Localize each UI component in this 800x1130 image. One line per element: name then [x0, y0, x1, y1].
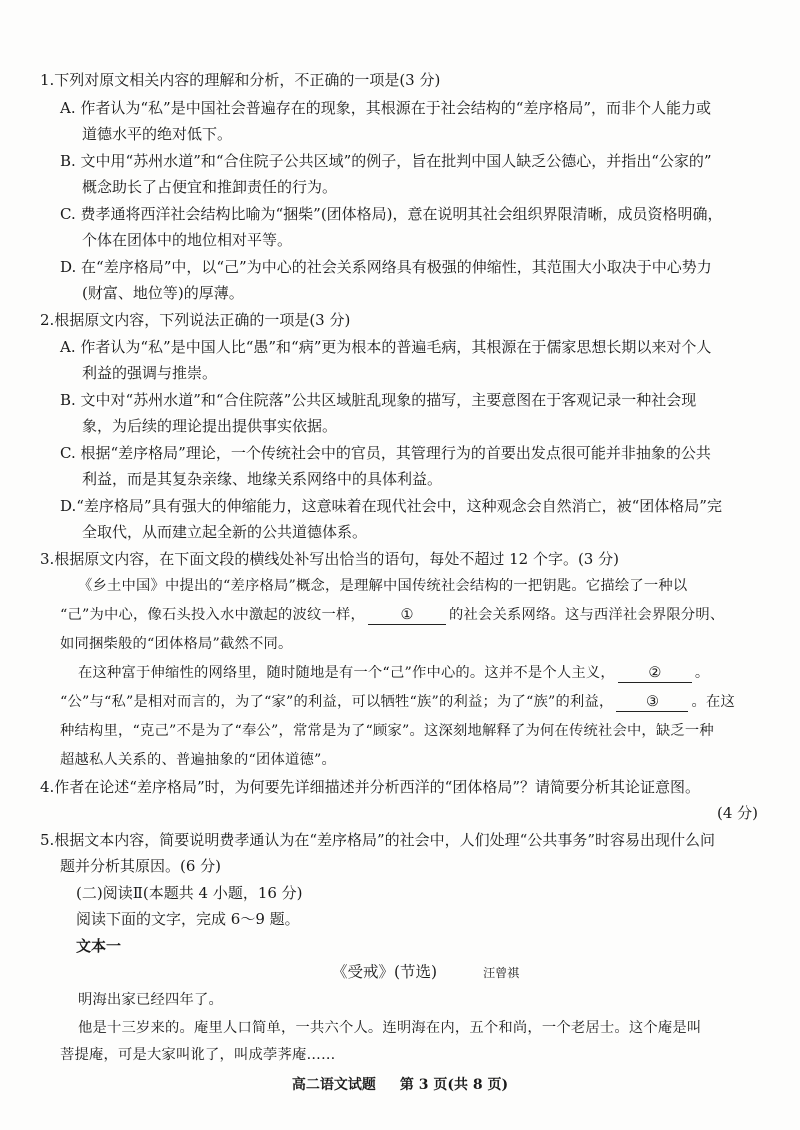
footer-page-number: 第 3 页(共 8 页) [399, 1077, 509, 1093]
passage-text: 。在这 [691, 694, 735, 710]
passage-text: 在这种富于伸缩性的网络里，随时随地是有一个“己”作中心的。这并不是个人主义， [78, 665, 615, 681]
story-author: 汪曾祺 [483, 966, 520, 980]
passage-text: 的社会关系网络。这与西洋社会界限分明、 [448, 607, 725, 623]
story-title: 《受戒》(节选) [332, 963, 438, 981]
q1-option-b-cont: 概念助长了占便宜和推卸责任的行为。 [82, 178, 338, 196]
q5-stem-cont: 题并分析其原因。(6 分) [60, 857, 222, 875]
q5-stem: 5.根据文本内容，简要说明费孝通认为在“差序格局”的社会中，人们处理“公共事务”时容易出现什么问 [40, 831, 715, 849]
q4-score: (4 分) [716, 804, 758, 822]
text-label: 文本一 [76, 937, 122, 955]
q2-option-d: D.“差序格局”具有强大的伸缩能力，这意味着在现代社会中，这种观念会自然消亡，被“团体格局”完 [60, 497, 722, 515]
q1-option-d: D. 在“差序格局”中，以“己”为中心的社会关系网络具有极强的伸缩性，其范围大小取决于中心势力 [60, 258, 712, 276]
story-title-line [332, 962, 519, 983]
footer-subject: 高二语文试题 [291, 1077, 376, 1093]
q2-option-a: A. 作者认为“私”是中国人比“愚”和“病”更为根本的普遍毛病，其根源在于儒家思想长期以来对个人 [60, 338, 712, 356]
passage-text: 。 [694, 665, 710, 681]
q3-passage-line: 《乡土中国》中提出的“差序格局”概念，是理解中国传统社会结构的一把钥匙。它描绘了一种以 [78, 578, 688, 594]
story-line: 菩提庵，可是大家叫讹了，叫成荸荠庵…… [60, 1047, 336, 1063]
story-line: 他是十三岁来的。庵里人口简单，一共六个人。连明海在内，五个和尚，一个老居士。这个庵是叫 [78, 1020, 702, 1036]
q1-option-c: C. 费孝通将西洋社会结构比喻为“捆柴”(团体格局)，意在说明其社会组织界限清晰，成员资格明确， [60, 205, 723, 223]
q3-passage-line: 如同捆柴般的“团体格局”截然不同。 [60, 636, 293, 652]
q4-stem: 4.作者在论述“差序格局”时，为何要先详细描述并分析西洋的“团体格局”？请简要分析其论证意图。 [40, 778, 700, 796]
answer-blank-1[interactable]: ① [368, 607, 446, 625]
section-heading: (二)阅读Ⅱ(本题共 4 小题，16 分) [76, 884, 303, 902]
q2-stem: 2.根据原文内容，下列说法正确的一项是(3 分) [40, 311, 351, 329]
q2-option-c-cont: 利益，而是其复杂亲缘、地缘关系网络中的具体利益。 [82, 470, 443, 488]
q3-passage-line: 超越私人关系的、普遍抽象的“团体道德”。 [60, 752, 336, 768]
q3-stem: 3.根据原文内容，在下面文段的横线处补写出恰当的语句，每处不超过 12 个字。(3 分) [40, 550, 619, 568]
story-line: 明海出家已经四年了。 [78, 992, 223, 1008]
answer-blank-2[interactable]: ② [618, 665, 692, 683]
answer-blank-3[interactable]: ③ [616, 694, 688, 712]
q1-option-b: B. 文中用“苏州水道”和“合住院子公共区域”的例子，旨在批判中国人缺乏公德心，并指出“公家的” [60, 152, 712, 170]
q1-option-a: A. 作者认为“私”是中国社会普遍存在的现象，其根源在于社会结构的“差序格局”，而非个人能力或 [60, 99, 712, 117]
q3-passage-line: 种结构里，“克己”不是为了“奉公”，常常是为了“顾家”。这深刻地解释了为何在传统社会中，缺乏一种 [60, 723, 714, 739]
q2-option-d-cont: 全取代，从而建立起全新的公共道德体系。 [82, 523, 368, 541]
q2-option-a-cont: 利益的强调与推崇。 [82, 364, 218, 382]
q3-passage-line [60, 692, 735, 712]
passage-text: “己”为中心，像石头投入水中激起的波纹一样， [60, 607, 365, 623]
q1-option-a-cont: 道德水平的绝对低下。 [82, 125, 233, 143]
passage-text: “公”与“私”是相对而言的，为了“家”的利益，可以牺牲“族”的利益；为了“族”的利益， [60, 694, 614, 710]
page-footer [0, 1075, 800, 1095]
q3-passage-line [60, 605, 724, 625]
section-instruction: 阅读下面的文字，完成 6～9 题。 [76, 910, 300, 928]
q3-passage-line [78, 663, 709, 683]
q1-option-c-cont: 个体在团体中的地位相对平等。 [82, 231, 293, 249]
q2-option-b-cont: 象，为后续的理论提出提供事实依据。 [82, 417, 338, 435]
q1-option-d-cont: (财富、地位等)的厚薄。 [82, 284, 244, 302]
q2-option-b: B. 文中对“苏州水道”和“合住院落”公共区域脏乱现象的描写，主要意图在于客观记录一种社会现 [60, 391, 697, 409]
q2-option-c: C. 根据“差序格局”理论，一个传统社会中的官员，其管理行为的首要出发点很可能并非抽象的公共 [60, 444, 711, 462]
q1-stem: 1.下列对原文相关内容的理解和分析，不正确的一项是(3 分) [40, 71, 441, 89]
